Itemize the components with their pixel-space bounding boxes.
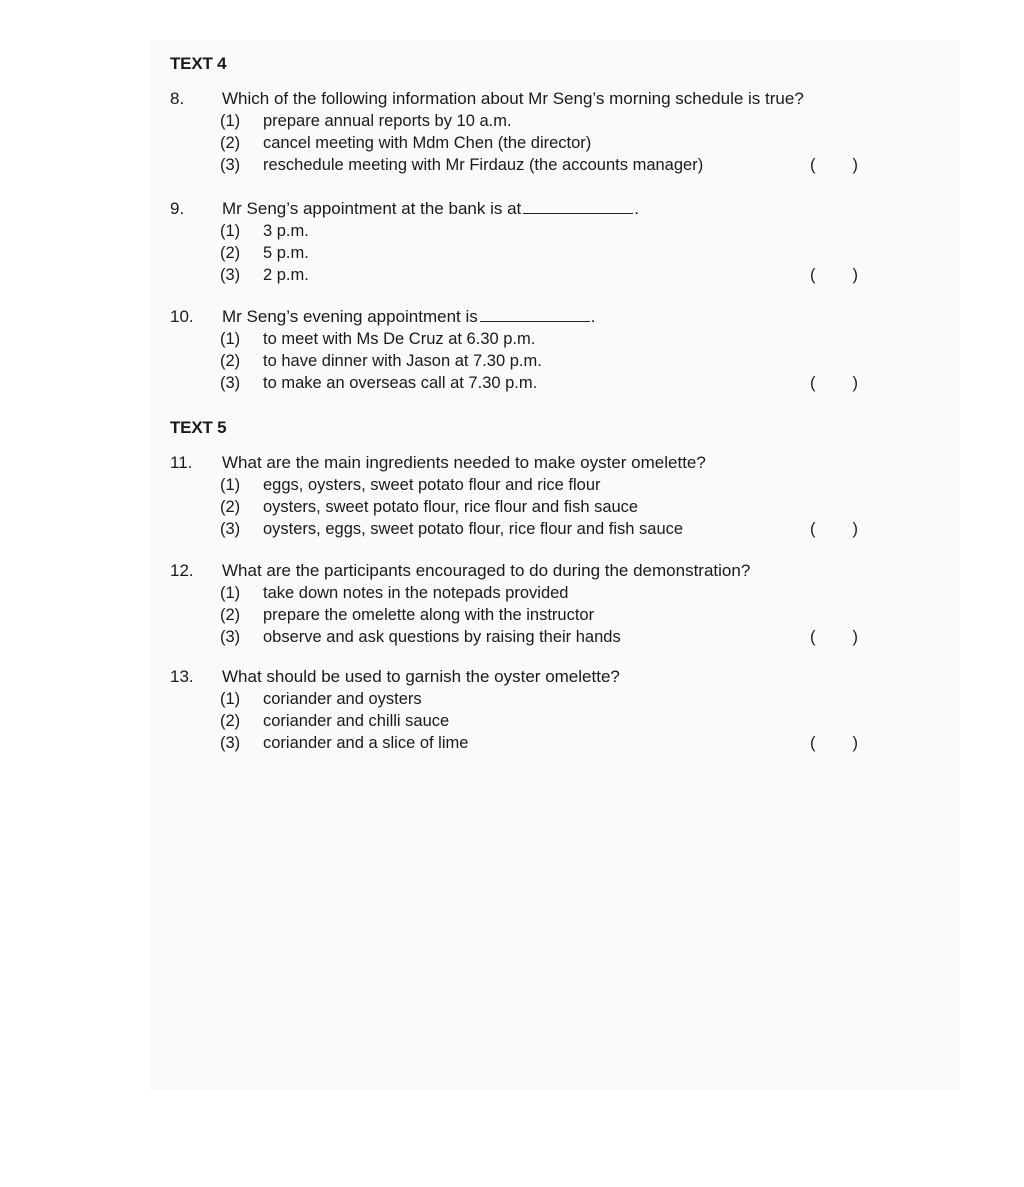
option-number: (2) (220, 244, 241, 262)
option-number: (3) (220, 520, 241, 538)
answer-bracket[interactable]: ( ) (810, 520, 858, 538)
option-number: (1) (220, 222, 241, 240)
option-text[interactable]: 5 p.m. (263, 244, 309, 262)
answer-bracket[interactable]: ( ) (810, 628, 858, 646)
option-number: (3) (220, 374, 241, 392)
option-text[interactable]: take down notes in the notepads provided (263, 584, 569, 602)
question-number: 11. (170, 453, 193, 472)
option-text[interactable]: to meet with Ms De Cruz at 6.30 p.m. (263, 330, 536, 348)
answer-blank (523, 199, 633, 214)
answer-bracket[interactable]: ( ) (810, 734, 858, 752)
question-number: 10. (170, 307, 194, 326)
option-text[interactable]: coriander and a slice of lime (263, 734, 469, 752)
option-text[interactable]: reschedule meeting with Mr Firdauz (the accounts manager) (263, 156, 704, 174)
option-number: (2) (220, 606, 241, 624)
option-number: (3) (220, 628, 241, 646)
answer-blank (480, 307, 590, 322)
option-text[interactable]: cancel meeting with Mdm Chen (the director) (263, 134, 592, 152)
question-stem: What are the main ingredients needed to make oyster omelette? (222, 453, 706, 472)
option-text[interactable]: 2 p.m. (263, 266, 309, 284)
option-text[interactable]: to have dinner with Jason at 7.30 p.m. (263, 352, 542, 370)
question-13 (170, 666, 870, 754)
question-10 (170, 306, 870, 394)
option-number: (1) (220, 584, 241, 602)
question-number: 9. (170, 199, 185, 218)
option-text[interactable]: coriander and oysters (263, 690, 422, 708)
option-number: (2) (220, 352, 241, 370)
option-text[interactable]: 3 p.m. (263, 222, 309, 240)
option-number: (2) (220, 134, 241, 152)
question-number: 8. (170, 89, 185, 108)
question-12 (170, 560, 870, 648)
question-stem: What are the participants encouraged to do during the demonstration? (222, 561, 751, 580)
question-number: 12. (170, 561, 194, 580)
option-text[interactable]: oysters, sweet potato flour, rice flour and fish sauce (263, 498, 639, 516)
option-text[interactable]: prepare the omelette along with the instructor (263, 606, 595, 624)
option-number: (2) (220, 498, 241, 516)
question-11 (170, 452, 870, 540)
option-number: (2) (220, 712, 241, 730)
option-number: (1) (220, 112, 241, 130)
answer-bracket[interactable]: ( ) (810, 266, 858, 284)
option-text[interactable]: prepare annual reports by 10 a.m. (263, 112, 512, 130)
option-text[interactable]: observe and ask questions by raising their hands (263, 628, 621, 646)
section-title-text4: TEXT 4 (170, 54, 227, 73)
option-text[interactable]: to make an overseas call at 7.30 p.m. (263, 374, 538, 392)
question-stem: What should be used to garnish the oyster omelette? (222, 667, 620, 686)
question-stem: Mr Seng’s appointment at the bank is at . (222, 199, 639, 218)
option-number: (3) (220, 156, 241, 174)
answer-bracket[interactable]: ( ) (810, 374, 858, 392)
question-number: 13. (170, 667, 194, 686)
question-stem: Which of the following information about Mr Seng’s morning schedule is true? (222, 89, 804, 108)
question-9 (170, 198, 870, 286)
option-number: (3) (220, 734, 241, 752)
option-number: (1) (220, 330, 241, 348)
section-title-text5: TEXT 5 (170, 418, 227, 437)
question-8 (170, 88, 870, 176)
option-number: (1) (220, 476, 241, 494)
option-text[interactable]: oysters, eggs, sweet potato flour, rice flour and fish sauce (263, 520, 684, 538)
option-number: (3) (220, 266, 241, 284)
option-text[interactable]: eggs, oysters, sweet potato flour and rice flour (263, 476, 601, 494)
option-number: (1) (220, 690, 241, 708)
option-text[interactable]: coriander and chilli sauce (263, 712, 450, 730)
question-stem: Mr Seng’s evening appointment is . (222, 307, 596, 326)
answer-bracket[interactable]: ( ) (810, 156, 858, 174)
